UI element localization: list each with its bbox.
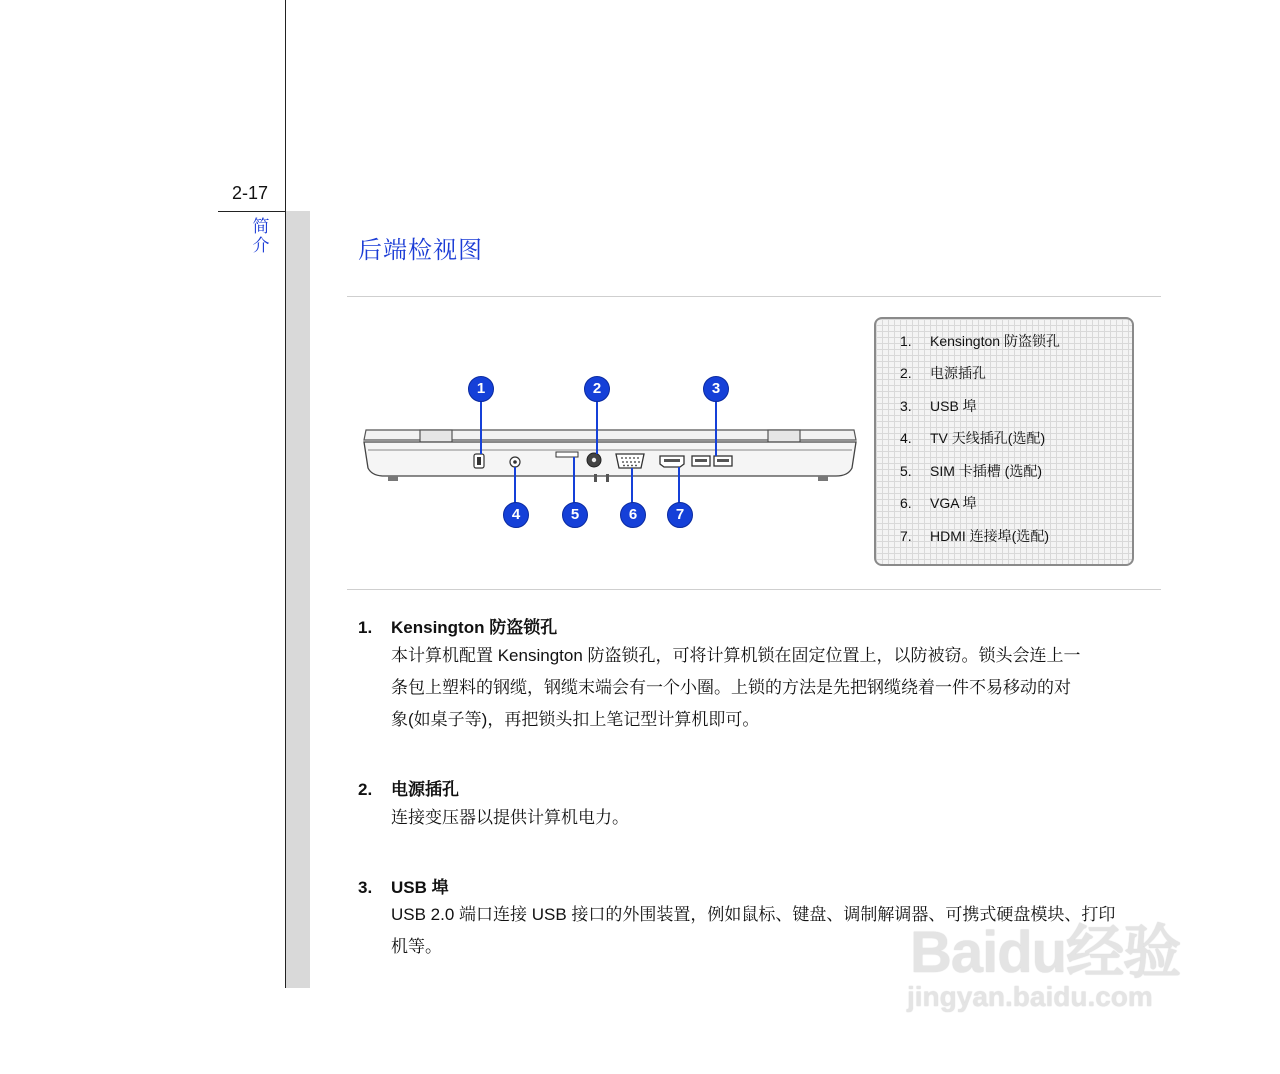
section-char-2: 介 [252, 236, 270, 256]
body-line: 象(如桌子等)，再把锁头扣上笔记型计算机即可。 [391, 710, 760, 729]
item-2-body [391, 802, 1161, 834]
divider-top [347, 296, 1161, 297]
callout-1: 1 [468, 376, 494, 402]
page-number: 2-17 [232, 183, 269, 203]
watermark-url: jingyan.baidu.com [907, 981, 1153, 1012]
item-3-title: 3. USB 埠 [358, 878, 449, 897]
body-line: 机等。 [391, 937, 442, 956]
legend-item: 5. SIM 卡插槽 (选配) [900, 463, 1042, 479]
callout-2: 2 [584, 376, 610, 402]
laptop-rear-illustration [360, 370, 860, 530]
body-line: 条包上塑料的钢缆，钢缆末端会有一个小圈。上锁的方法是先把钢缆绕着一件不易移动的对 [391, 678, 1071, 697]
callout-7: 7 [667, 502, 693, 528]
item-1-body [391, 640, 1161, 736]
callout-5: 5 [562, 502, 588, 528]
callout-4: 4 [503, 502, 529, 528]
page-number-rule [218, 211, 286, 212]
callout-6: 6 [620, 502, 646, 528]
legend-item: 1. Kensington 防盗锁孔 [900, 333, 1060, 349]
baidu-watermark [905, 895, 1205, 1020]
legend-item: 6. VGA 埠 [900, 495, 977, 511]
divider-bottom [347, 589, 1161, 590]
body-line: USB 2.0 端口连接 USB 接口的外围装置，例如鼠标、键盘、调制解调器、可携式硬盘模块、打印 [391, 905, 1116, 924]
body-line: 本计算机配置 Kensington 防盗锁孔，可将计算机锁在固定位置上，以防被窃。锁头会连上一 [391, 646, 1081, 665]
page-heading: 后端检视图 [358, 236, 483, 264]
legend-item: 7. HDMI 连接埠(选配) [900, 528, 1049, 544]
section-label [251, 218, 271, 256]
watermark-logo: Baidu经验 [910, 920, 1181, 985]
item-1-title: 1. Kensington 防盗锁孔 [358, 618, 558, 637]
legend-item: 2. 电源插孔 [900, 365, 986, 381]
body-line: 连接变压器以提供计算机电力。 [391, 808, 629, 827]
laptop-rear-diagram [360, 370, 860, 530]
legend-item: 4. TV 天线插孔(选配) [900, 430, 1046, 446]
margin-gray-band [286, 211, 310, 988]
legend-box [874, 317, 1134, 566]
legend-item: 3. USB 埠 [900, 398, 977, 414]
section-char-1: 简 [252, 217, 270, 237]
item-2-title: 2. 电源插孔 [358, 780, 459, 799]
callout-3: 3 [703, 376, 729, 402]
